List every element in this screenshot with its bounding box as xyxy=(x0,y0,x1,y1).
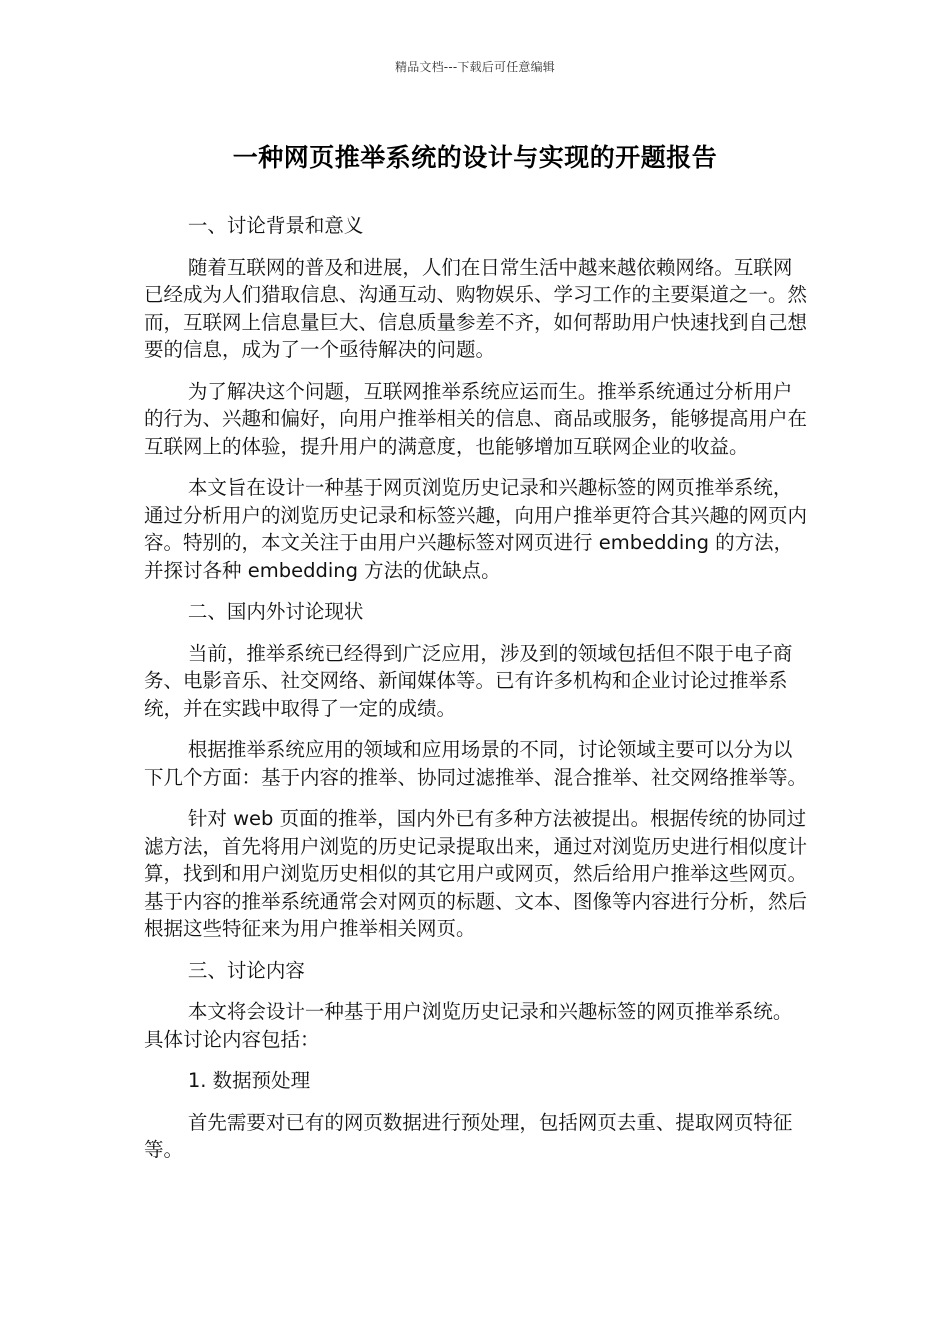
paragraph: 当前，推举系统已经得到广泛应用，涉及到的领域包括但不限于电子商务、电影音乐、社交网络、新闻媒体等。已有许多机构和企业讨论过推举系统，并在实践中取得了一定的成绩。 xyxy=(144,641,793,720)
paragraph: 首先需要对已有的网页数据进行预处理，包括网页去重、提取网页特征等。 xyxy=(144,1110,793,1161)
paragraph: 为了解决这个问题，互联网推举系统应运而生。推举系统通过分析用户的行为、兴趣和偏好，向用户推举相关的信息、商品或服务，能够提高用户在互联网上的体验，提升用户的满意度，也能够增加互联网企业的收益。 xyxy=(144,379,808,458)
paragraph: 本文将会设计一种基于用户浏览历史记录和兴趣标签的网页推举系统。具体讨论内容包括： xyxy=(144,1000,793,1051)
subsection-heading-preprocessing: 1. 数据预处理 xyxy=(187,1069,311,1092)
paragraph: 针对 web 页面的推举，国内外已有多种方法被提出。根据传统的协同过滤方法，首先将用户浏览的历史记录提取出来，通过对浏览历史进行相似度计算，找到和用户浏览历史相似的其它用户或网页，然后给用户推举这些网页。基于内容的推举系统通常会对网页的标题、文本、图像等内容进行分析，然后根据这些特征来为用户推举相关网页。 xyxy=(144,807,808,940)
paragraph: 根据推举系统应用的领域和应用场景的不同，讨论领域主要可以分为以下几个方面：基于内容的推举、协同过滤推举、混合推举、社交网络推举等。 xyxy=(144,738,808,789)
paragraph: 随着互联网的普及和进展，人们在日常生活中越来越依赖网络。互联网已经成为人们猎取信息、沟通互动、购物娱乐、学习工作的主要渠道之一。然而，互联网上信息量巨大、信息质量参差不齐，如何帮助用户快速找到自己想要的信息，成为了一个亟待解决的问题。 xyxy=(144,255,808,361)
document-body xyxy=(144,212,808,1178)
section-heading-background: 一、讨论背景和意义 xyxy=(187,214,364,237)
section-heading-research-status: 二、国内外讨论现状 xyxy=(187,600,364,623)
header-note: 精品文档---下载后可任意编辑 xyxy=(395,60,555,74)
section-heading-research-content: 三、讨论内容 xyxy=(187,958,305,982)
paragraph: 本文旨在设计一种基于网页浏览历史记录和兴趣标签的网页推举系统，通过分析用户的浏览历史记录和标签兴趣，向用户推举更符合其兴趣的网页内容。特别的，本文关注于由用户兴趣标签对网页进行 embedding 的方法，并探讨各种 embedding 方法的优缺点。 xyxy=(144,476,808,582)
document-title: 一种网页推举系统的设计与实现的开题报告 xyxy=(232,143,718,172)
